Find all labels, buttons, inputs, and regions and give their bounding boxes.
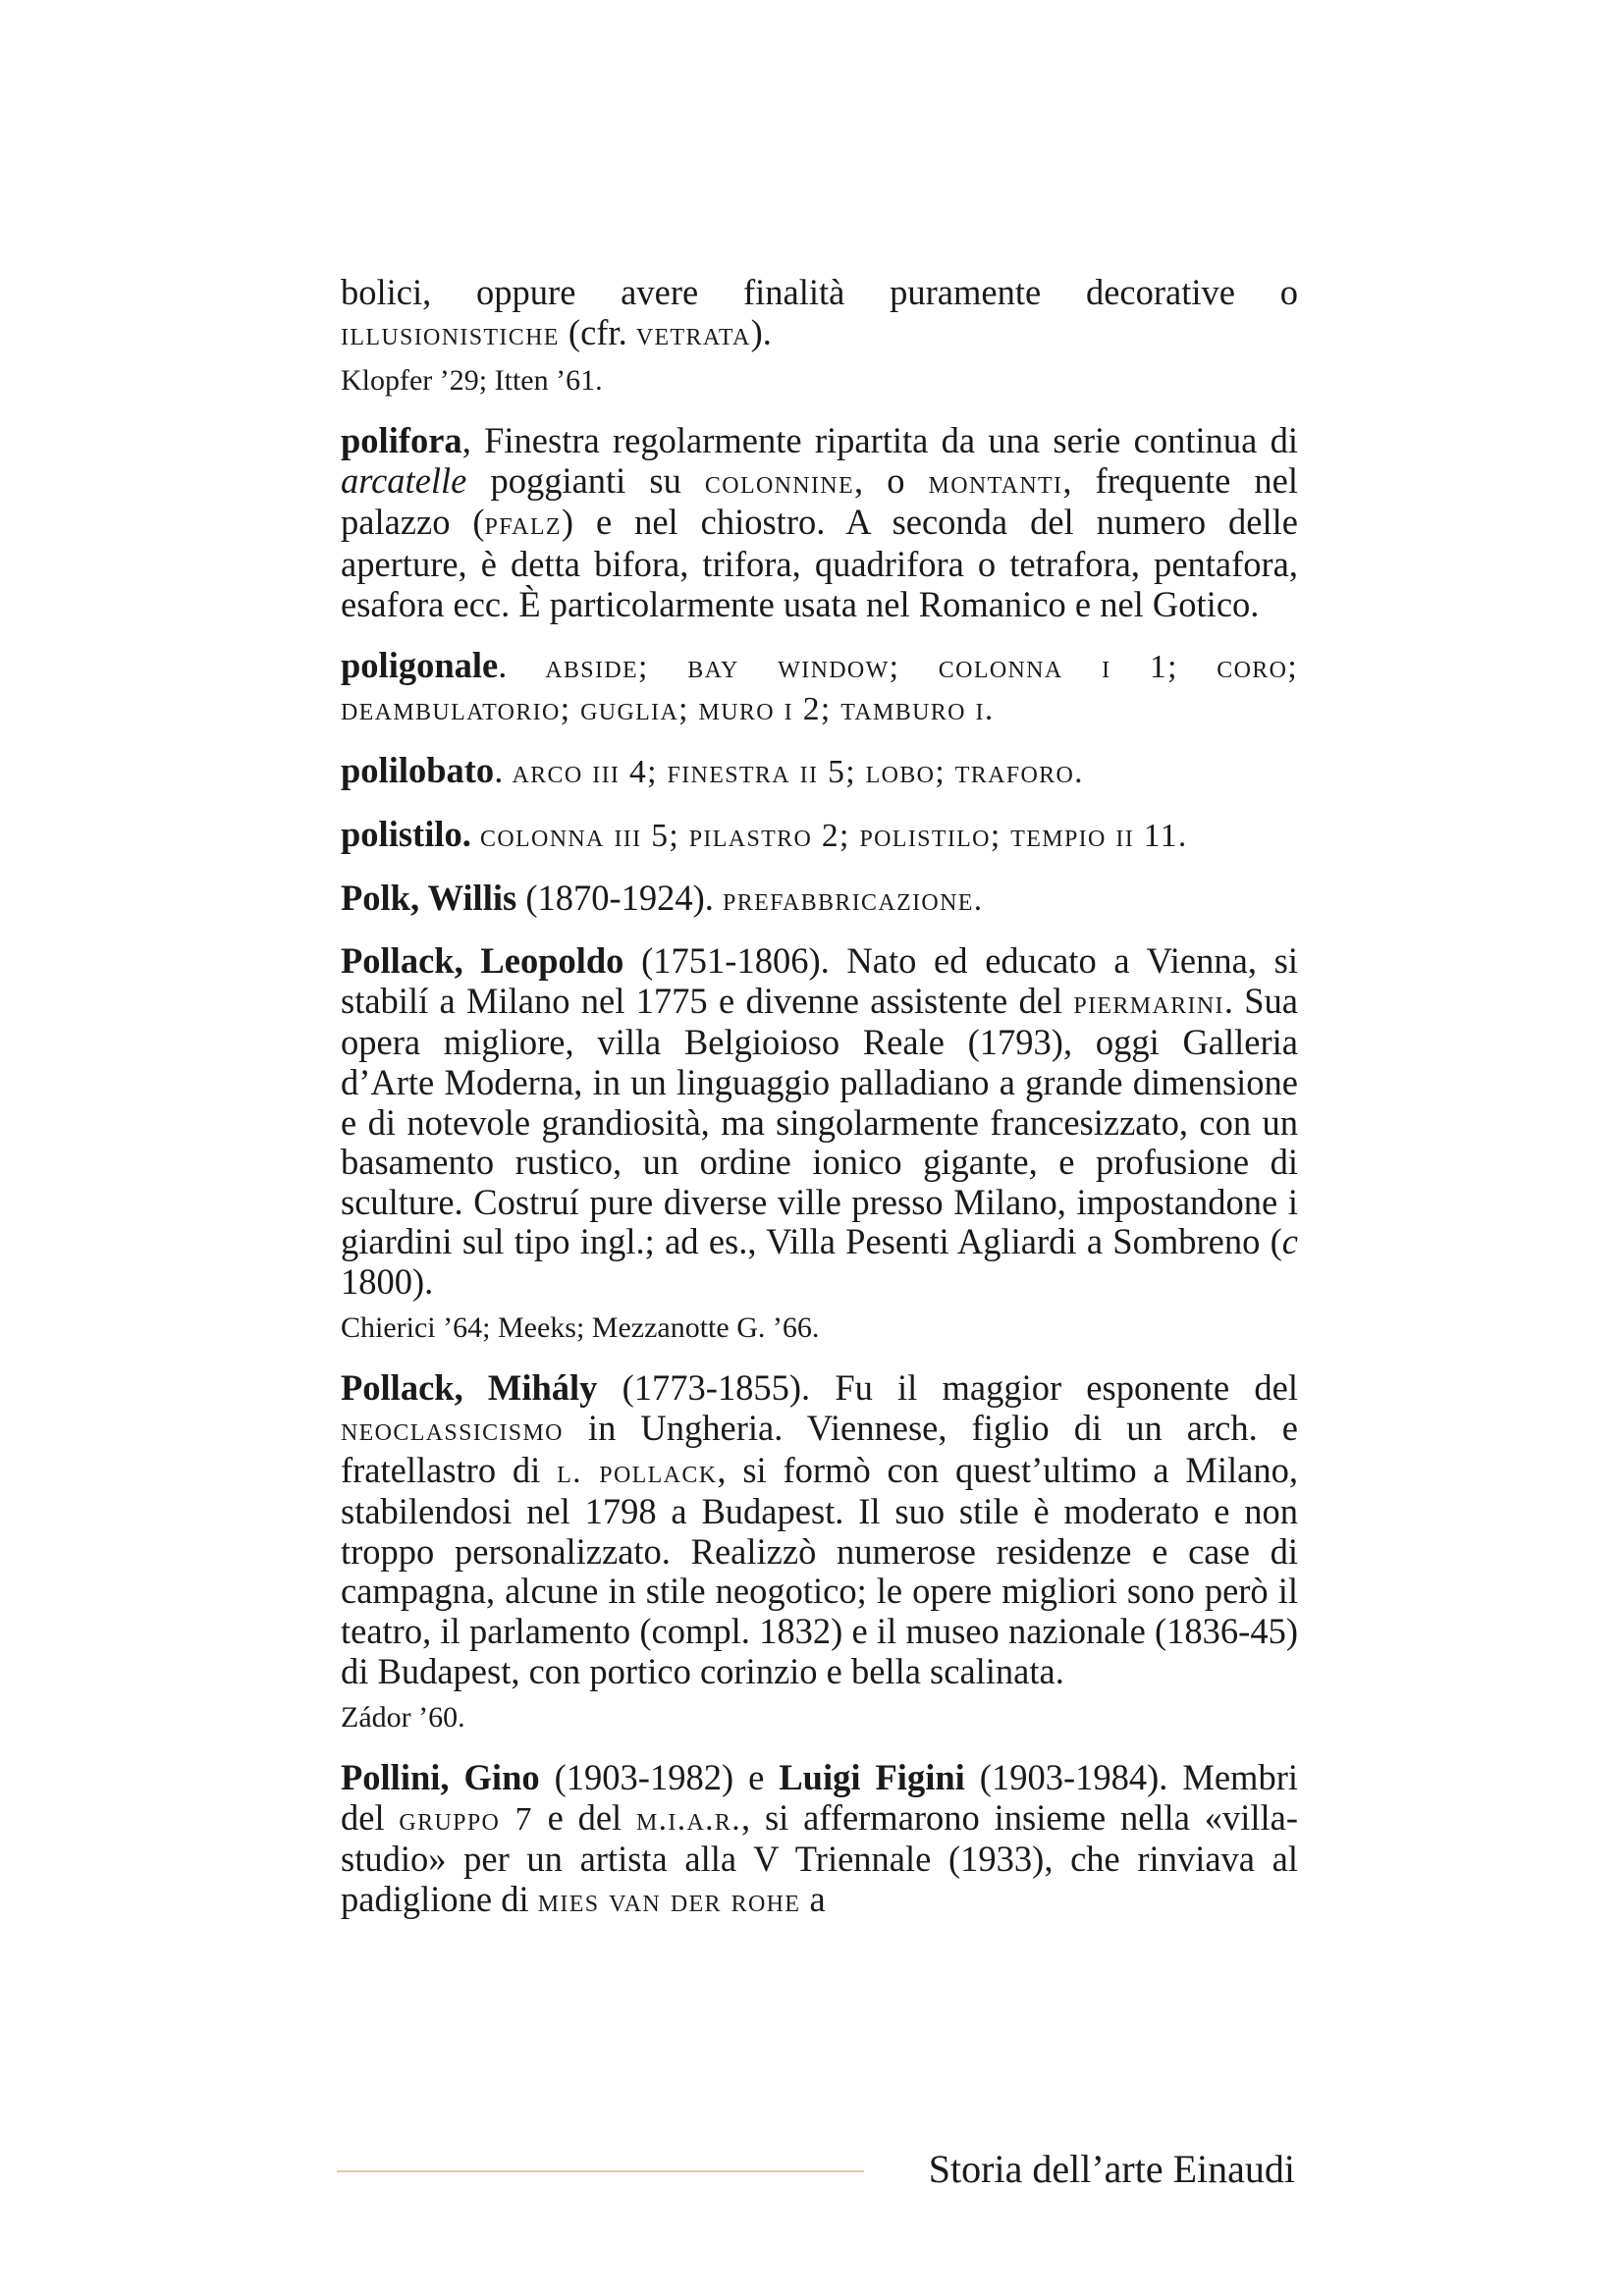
entry-pollini bbox=[341, 1758, 1298, 1921]
cross-reference-list: arco iii 4; finestra ii 5; lobo; traforo. bbox=[512, 754, 1084, 791]
text-run: . Sua opera migliore, villa Belgioioso Reale (1793), oggi Galleria d’Arte Moderna, in un linguaggio palladiano a grande dimensione e di notevole grandiosità, ma singolarmente francesizzato, con un basamento rustico, un ordine ionico gigante, e profusione di sculture. Costruí pure diverse ville presso Milano, impostandone i giardini sul tipo ingl.; ad es., Villa Pesenti Agliardi a Sombreno ( bbox=[341, 980, 1299, 1262]
entry-term: polistilo. bbox=[341, 813, 471, 854]
entry-pollack-mihaly bbox=[341, 1368, 1298, 1691]
bibliography: Klopfer ’29; Itten ’61. bbox=[341, 364, 603, 398]
text-run: in Ungheria. Viennese, figlio di un arch. e fratellastro di bbox=[341, 1408, 1298, 1490]
cross-reference: m.i.a.r. bbox=[636, 1800, 741, 1838]
cross-reference: piermarini bbox=[1073, 984, 1224, 1021]
text-run: (1773-1855). Fu il maggior esponente del bbox=[597, 1367, 1298, 1409]
text-run: (1870-1924). bbox=[516, 877, 724, 918]
entry-term: Pollack, Mihály bbox=[341, 1367, 598, 1409]
cross-reference: l. pollack bbox=[557, 1453, 718, 1490]
italic-term: c bbox=[1281, 1221, 1298, 1262]
entry-term: poligonale bbox=[341, 645, 499, 686]
entry-polilobato bbox=[341, 751, 1298, 793]
entry-continuation bbox=[341, 273, 1298, 354]
cross-reference-list: abside; bay window; colonna i 1; coro; deambulatorio; guglia; muro i 2; tamburo i. bbox=[341, 649, 1298, 727]
text-run: ) e nel chiostro. A seconda del numero delle aperture, è detta bifora, trifora, quadrifora o tetrafora, pentafora, esafora ecc. È particolarmente usata nel Romanico e nel Gotico. bbox=[341, 502, 1298, 624]
text-run: ). bbox=[750, 311, 772, 352]
entry-polifora bbox=[341, 421, 1298, 624]
text-run bbox=[471, 814, 480, 854]
text-run: a bbox=[800, 1879, 826, 1919]
text-run: , Finestra regolarmente ripartita da una serie continua di bbox=[461, 420, 1298, 461]
footer-divider bbox=[337, 2170, 864, 2172]
entry-poligonale bbox=[341, 646, 1298, 729]
text-run: . bbox=[498, 645, 546, 686]
bibliography: Zádor ’60. bbox=[341, 1701, 465, 1735]
entry-term: Polk, Willis bbox=[341, 877, 517, 918]
text-run: , si formò con quest’ultimo a Milano, stabilendosi nel 1798 a Budapest. Il suo stile è moderato e non troppo personalizzato. Realizzò numerose residenze e case di campagna, alcune in stile neogotico; le opere migliori sono però il teatro, il parlamento (compl. 1832) e il museo nazionale (1836-45) di Budapest, con portico corinzio e bella scalinata. bbox=[341, 1449, 1298, 1691]
text-run: (1903-1984). Membri del bbox=[341, 1757, 1298, 1838]
text-run: , si affermarono insieme nella «villa-studio» per un artista alla V Triennale (1933), che rinviava al padiglione di bbox=[341, 1796, 1298, 1919]
cross-reference-list: prefabbricazione. bbox=[723, 881, 984, 918]
text-run: (1751-1806). Nato ed educato a Vienna, si stabilí a Milano nel 1775 e divenne assistente del bbox=[341, 940, 1298, 1021]
cross-reference: neoclassicismo bbox=[341, 1412, 564, 1449]
text-run: (1903-1982) e bbox=[539, 1757, 780, 1798]
entry-polistilo bbox=[341, 815, 1298, 857]
italic-term: arcatelle bbox=[341, 459, 467, 501]
bibliography: Chierici ’64; Meeks; Mezzanotte G. ’66. bbox=[341, 1311, 820, 1345]
text-run: (cfr. bbox=[559, 311, 636, 352]
entry-term: Luigi Figini bbox=[779, 1757, 965, 1798]
text-run: 1800). bbox=[341, 1260, 434, 1302]
cross-reference: vetrata bbox=[635, 315, 751, 352]
text-run: poggianti su bbox=[466, 459, 705, 501]
entry-pollack-leopoldo bbox=[341, 941, 1298, 1302]
cross-reference-list: colonna iii 5; pilastro 2; polistilo; tempio ii 11. bbox=[479, 817, 1188, 854]
entry-term: Pollack, Leopoldo bbox=[341, 940, 624, 982]
entry-term: polilobato bbox=[341, 750, 495, 791]
cross-reference: pfalz bbox=[484, 506, 562, 543]
text-run: , frequente nel palazzo ( bbox=[341, 459, 1299, 543]
text-run: e del bbox=[532, 1796, 636, 1838]
cross-reference: illusionistiche bbox=[341, 315, 560, 352]
cross-reference: montanti bbox=[928, 463, 1063, 501]
text-run: bolici, oppure avere finalità puramente decorative o bbox=[341, 272, 1298, 312]
entry-polk bbox=[341, 879, 1298, 921]
text-run: , o bbox=[854, 459, 929, 501]
text-column bbox=[341, 273, 1298, 1944]
cross-reference: gruppo 7 bbox=[399, 1800, 533, 1838]
text-run: . bbox=[494, 750, 513, 791]
cross-reference: colonnine bbox=[704, 463, 854, 501]
footer-title: Storia dell’arte Einaudi bbox=[928, 2147, 1295, 2191]
entry-term: polifora bbox=[341, 420, 462, 461]
entry-term: Pollini, Gino bbox=[341, 1757, 540, 1798]
cross-reference: mies van der rohe bbox=[537, 1883, 801, 1919]
